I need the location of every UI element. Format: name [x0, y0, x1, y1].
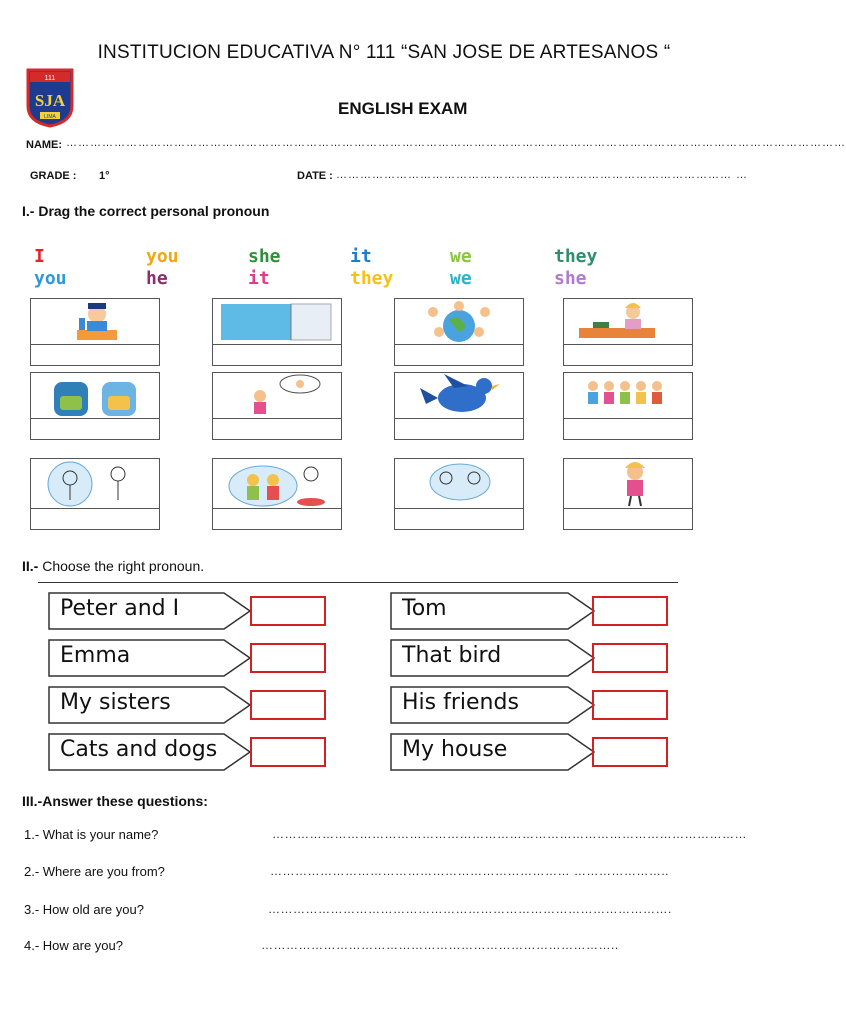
answer-line-3[interactable]: …………………………………………………………………………………….	[268, 902, 672, 916]
date-field[interactable]: ……………………………………………………………………………………… …	[336, 169, 749, 181]
section2-number: II.-	[22, 558, 39, 574]
answer-slot[interactable]	[395, 344, 523, 365]
answer-line-4[interactable]: …………………………………………………………………………..	[261, 938, 619, 952]
noun-tag-right-2	[390, 639, 596, 675]
answer-slot[interactable]	[213, 418, 341, 439]
pronoun-word-we[interactable]: we	[450, 268, 472, 289]
tag-label: My sisters	[60, 690, 171, 715]
picture-box-world-children[interactable]	[394, 298, 524, 366]
tag-label: His friends	[402, 690, 519, 715]
noun-tag-left-2	[48, 639, 252, 675]
question-3: 3.- How old are you?	[24, 902, 144, 917]
pronoun-row-1	[0, 246, 768, 270]
picture-box-blue-bird[interactable]	[394, 372, 524, 440]
section2-instruction: Choose the right pronoun.	[38, 558, 205, 574]
answer-box-right-1[interactable]	[592, 596, 668, 626]
picture-box-teacher-at-desk[interactable]	[563, 298, 693, 366]
noun-tag-left-4	[48, 733, 252, 769]
answer-slot[interactable]	[31, 418, 159, 439]
answer-box-right-2[interactable]	[592, 643, 668, 673]
question-1: 1.- What is your name?	[24, 827, 159, 842]
tag-label: Emma	[60, 643, 131, 668]
pronoun-row-2	[0, 268, 768, 292]
grade-label: GRADE :	[30, 170, 77, 182]
picture-box-group-children[interactable]	[563, 372, 693, 440]
divider	[38, 582, 678, 583]
answer-box-left-4[interactable]	[250, 737, 326, 767]
noun-tag-right-3	[390, 686, 596, 722]
school-logo	[26, 68, 74, 128]
answer-slot[interactable]	[213, 344, 341, 365]
name-label: NAME:	[26, 139, 63, 151]
logo-city: LIMA	[44, 114, 56, 120]
name-field[interactable]: ……………………………………………………………………………………………………………………………………………………………………………	[66, 137, 846, 149]
answer-slot[interactable]	[31, 344, 159, 365]
picture-box-boy-at-desk[interactable]	[30, 298, 160, 366]
answer-line-1[interactable]: ……………………………………………………………………………………………………	[272, 827, 747, 841]
pronoun-word-she[interactable]: she	[248, 246, 281, 267]
picture-box-notebook[interactable]	[212, 298, 342, 366]
pronoun-word-they[interactable]: they	[554, 246, 598, 267]
answer-slot[interactable]	[564, 418, 692, 439]
question-4: 4.- How are you?	[24, 938, 123, 953]
date-label: DATE :	[297, 170, 333, 182]
section1-title: I.- Drag the correct personal pronoun	[22, 203, 270, 219]
picture-box-girl-talking[interactable]	[212, 372, 342, 440]
answer-slot[interactable]	[395, 418, 523, 439]
pronoun-word-you[interactable]: you	[34, 268, 67, 289]
question-2: 2.- Where are you from?	[24, 864, 165, 879]
noun-tag-right-4	[390, 733, 596, 769]
logo-letters: SJA	[34, 91, 66, 110]
section3-title: III.-Answer these questions:	[22, 793, 208, 809]
pronoun-word-you[interactable]: you	[146, 246, 179, 267]
pronoun-word-i[interactable]: I	[34, 246, 45, 267]
logo-number: 111	[44, 75, 56, 82]
exam-title: ENGLISH EXAM	[338, 99, 468, 118]
pronoun-word-it[interactable]: it	[248, 268, 270, 289]
answer-box-left-2[interactable]	[250, 643, 326, 673]
answer-slot[interactable]	[213, 508, 341, 529]
answer-slot[interactable]	[31, 508, 159, 529]
tag-label: That bird	[402, 643, 502, 668]
school-name: INSTITUCION EDUCATIVA N° 111 “SAN JOSE DE ARTESANOS “	[97, 42, 671, 63]
tag-label: Peter and I	[60, 596, 180, 621]
picture-box-pair-friends[interactable]	[212, 458, 342, 530]
answer-slot[interactable]	[564, 344, 692, 365]
picture-box-little-girl[interactable]	[563, 458, 693, 530]
answer-slot[interactable]	[564, 508, 692, 529]
tag-label: Cats and dogs	[60, 737, 218, 762]
answer-line-2[interactable]: ……………………………………………………………… …………………..	[270, 864, 670, 878]
pronoun-word-it[interactable]: it	[350, 246, 372, 267]
answer-box-left-3[interactable]	[250, 690, 326, 720]
picture-box-couple-circle[interactable]	[30, 458, 160, 530]
answer-box-right-3[interactable]	[592, 690, 668, 720]
answer-box-left-1[interactable]	[250, 596, 326, 626]
tag-label: My house	[402, 737, 508, 762]
picture-box-couple-circle-2[interactable]	[394, 458, 524, 530]
answer-box-right-4[interactable]	[592, 737, 668, 767]
pronoun-word-we[interactable]: we	[450, 246, 472, 267]
grade-value: 1°	[99, 170, 110, 182]
section2-title	[22, 558, 204, 574]
tag-label: Tom	[402, 596, 447, 621]
answer-slot[interactable]	[395, 508, 523, 529]
pronoun-word-they[interactable]: they	[350, 268, 394, 289]
noun-tag-left-1	[48, 592, 252, 628]
noun-tag-left-3	[48, 686, 252, 722]
pronoun-word-he[interactable]: he	[146, 268, 168, 289]
picture-box-backpacks[interactable]	[30, 372, 160, 440]
noun-tag-right-1	[390, 592, 596, 628]
pronoun-word-she[interactable]: she	[554, 268, 587, 289]
